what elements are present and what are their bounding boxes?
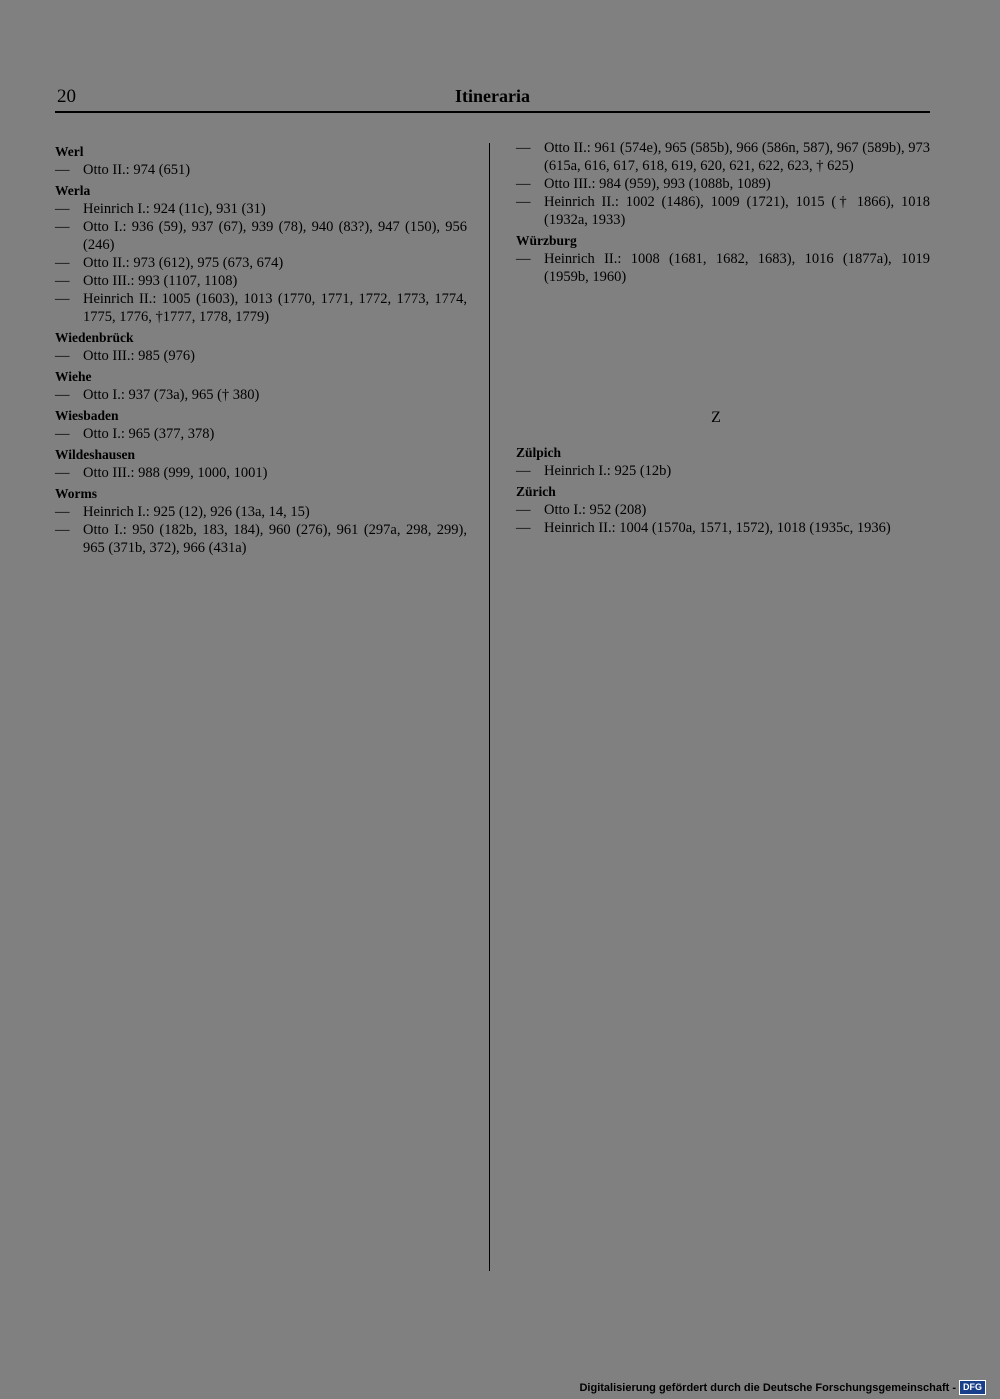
entry-text: Otto III.: 988 (999, 1000, 1001) <box>83 465 268 481</box>
itinerary-entry <box>55 464 467 482</box>
itinerary-entry <box>516 250 930 286</box>
place-heading: Wildeshausen <box>55 447 136 462</box>
header-rule <box>55 111 930 113</box>
entry-text: Heinrich II.: 1004 (1570a, 1571, 1572), 1018 (1935c, 1936) <box>544 520 891 536</box>
entry-dash: — <box>516 520 531 536</box>
entry-text: Otto III.: 984 (959), 993 (1088b, 1089) <box>544 176 771 192</box>
running-title: Itineraria <box>455 86 530 106</box>
itinerary-entry <box>55 200 467 218</box>
z-section <box>516 444 930 537</box>
entry-text: Otto III.: 993 (1107, 1108) <box>83 273 238 289</box>
letter-heading: Z <box>711 409 721 426</box>
entry-text: Heinrich I.: 925 (12), 926 (13a, 14, 15) <box>83 504 310 520</box>
entry-dash: — <box>55 504 70 520</box>
entry-text: Otto III.: 985 (976) <box>83 348 195 364</box>
entry-dash: — <box>55 162 70 178</box>
entry-text: Heinrich I.: 924 (11c), 931 (31) <box>83 201 266 217</box>
entry-text: Otto II.: 961 (574e), 965 (585b), 966 (586n, 587), 967 (589b), 973 (615a, 616, 617, 618, 619, 620, 621, 622, 623, † 625) <box>544 140 930 174</box>
place-heading: Wiesbaden <box>55 408 119 423</box>
entry-text: Otto I.: 950 (182b, 183, 184), 960 (276), 961 (297a, 298, 299), 965 (371b, 372), 966 (431a) <box>83 522 467 556</box>
place-heading: Werl <box>55 144 84 159</box>
itinerary-entry <box>516 501 930 519</box>
entry-dash: — <box>55 201 70 217</box>
entry-text: Heinrich II.: 1008 (1681, 1682, 1683), 1016 (1877a), 1019 (1959b, 1960) <box>544 251 930 285</box>
footer <box>579 1380 986 1395</box>
place-heading: Wiehe <box>55 369 92 384</box>
right-column <box>516 139 930 286</box>
column-divider <box>489 143 490 1271</box>
entry-text: Otto I.: 952 (208) <box>544 502 647 518</box>
entry-text: Otto II.: 973 (612), 975 (673, 674) <box>83 255 284 271</box>
entry-text: Otto I.: 936 (59), 937 (67), 939 (78), 940 (83?), 947 (150), 956 (246) <box>83 219 467 253</box>
entry-dash: — <box>55 219 70 235</box>
itinerary-entry <box>55 521 467 557</box>
itinerary-entry <box>55 161 467 179</box>
entry-dash: — <box>55 255 70 271</box>
place-heading: Zürich <box>516 484 556 499</box>
place-heading: Zülpich <box>516 445 562 460</box>
itinerary-entry <box>55 290 467 326</box>
entry-dash: — <box>516 502 531 518</box>
itinerary-entry <box>55 272 467 290</box>
page-number: 20 <box>57 86 76 107</box>
footer-text: Digitalisierung gefördert durch die Deutsche Forschungsgemeinschaft - <box>579 1381 956 1394</box>
itinerary-entry <box>516 462 930 480</box>
page-header <box>55 86 930 112</box>
place-heading: Werla <box>55 183 91 198</box>
itinerary-entry <box>55 425 467 443</box>
entry-dash: — <box>55 348 70 364</box>
itinerary-entry <box>516 519 930 537</box>
place-heading: Wiedenbrück <box>55 330 134 345</box>
dfg-logo: DFG <box>959 1380 986 1395</box>
entry-dash: — <box>516 176 531 192</box>
entry-dash: — <box>516 251 531 267</box>
left-column <box>55 143 467 557</box>
itinerary-entry <box>55 254 467 272</box>
entry-text: Heinrich I.: 925 (12b) <box>544 463 672 479</box>
entry-dash: — <box>55 426 70 442</box>
entry-text: Heinrich II.: 1002 (1486), 1009 (1721), 1015 († 1866), 1018 (1932a, 1933) <box>544 194 930 228</box>
itinerary-entry <box>55 386 467 404</box>
entry-dash: — <box>55 387 70 403</box>
itinerary-entry <box>55 218 467 254</box>
entry-dash: — <box>55 522 70 538</box>
itinerary-entry <box>55 347 467 365</box>
entry-text: Otto I.: 937 (73a), 965 († 380) <box>83 387 260 403</box>
entry-dash: — <box>55 291 70 307</box>
entry-dash: — <box>516 463 531 479</box>
place-heading: Würzburg <box>516 233 577 248</box>
itinerary-entry <box>55 503 467 521</box>
entry-dash: — <box>55 465 70 481</box>
entry-dash: — <box>55 273 70 289</box>
entry-text: Otto II.: 974 (651) <box>83 162 191 178</box>
entry-text: Otto I.: 965 (377, 378) <box>83 426 215 442</box>
itinerary-entry <box>516 175 930 193</box>
place-heading: Worms <box>55 486 97 501</box>
entry-dash: — <box>516 140 531 156</box>
entry-text: Heinrich II.: 1005 (1603), 1013 (1770, 1771, 1772, 1773, 1774, 1775, 1776, †1777, 1778, 1779) <box>83 291 467 325</box>
itinerary-entry <box>516 139 930 175</box>
itinerary-entry <box>516 193 930 229</box>
entry-dash: — <box>516 194 531 210</box>
